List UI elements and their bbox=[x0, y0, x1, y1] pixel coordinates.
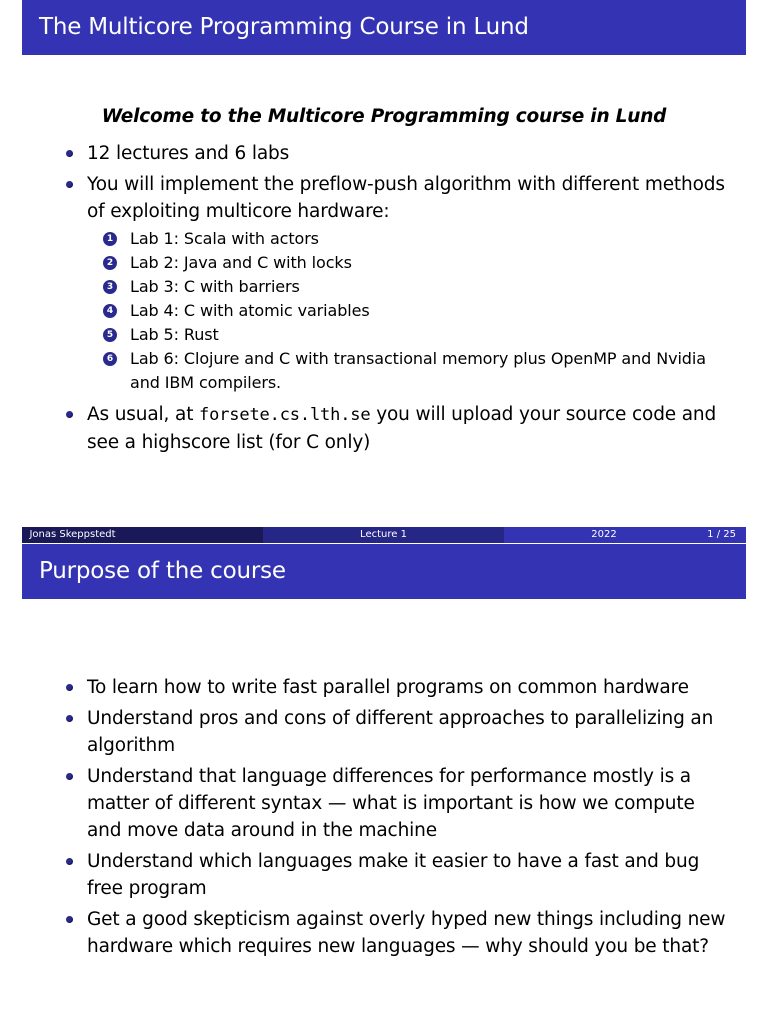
item-text-suffix: you will upload your source code and see a highscore list (for C only) bbox=[87, 404, 717, 453]
lab-text: Lab 5: Rust bbox=[130, 325, 219, 344]
number-4-icon: 4 bbox=[103, 304, 117, 318]
slide-footer bbox=[22, 527, 746, 543]
slide-title: Purpose of the course bbox=[22, 544, 746, 599]
welcome-heading: Welcome to the Multicore Programming course in Lund bbox=[101, 106, 667, 127]
lab-item bbox=[87, 347, 726, 395]
lab-item bbox=[87, 323, 726, 347]
number-2-icon: 2 bbox=[103, 256, 117, 270]
footer-author: Jonas Skeppstedt bbox=[29, 529, 116, 540]
lab-list bbox=[87, 227, 726, 395]
number-1-icon: 1 bbox=[103, 232, 117, 246]
lab-item bbox=[87, 299, 726, 323]
slide-1-bullet-list bbox=[66, 140, 726, 460]
bullet-icon bbox=[66, 773, 73, 780]
item-text: Understand which languages make it easier to have a fast and bug free program bbox=[87, 851, 700, 899]
lab-text: Lab 1: Scala with actors bbox=[130, 229, 319, 248]
list-item bbox=[66, 763, 726, 844]
number-5-icon: 5 bbox=[103, 328, 117, 342]
number-6-icon: 6 bbox=[103, 352, 117, 366]
slide-1 bbox=[22, 0, 746, 543]
bullet-icon bbox=[66, 715, 73, 722]
bullet-icon bbox=[66, 916, 73, 923]
lab-item bbox=[87, 227, 726, 251]
slide-title: The Multicore Programming Course in Lund bbox=[22, 0, 746, 55]
item-text: To learn how to write fast parallel programs on common hardware bbox=[87, 677, 689, 698]
lab-text: Lab 2: Java and C with locks bbox=[130, 253, 352, 272]
bullet-icon bbox=[66, 411, 73, 418]
item-text: You will implement the preflow-push algorithm with different methods of exploiting multicore hardware: bbox=[87, 174, 725, 222]
item-text: Understand that language differences for performance mostly is a matter of different syntax — what is important is how we compute and move data around in the machine bbox=[87, 766, 695, 841]
bullet-icon bbox=[66, 181, 73, 188]
footer-page-number: 1 / 25 bbox=[707, 529, 736, 540]
number-3-icon: 3 bbox=[103, 280, 117, 294]
lab-item bbox=[87, 275, 726, 299]
lab-text: Lab 3: C with barriers bbox=[130, 277, 300, 296]
slide-2 bbox=[22, 544, 746, 1024]
footer-date-section bbox=[504, 527, 746, 543]
lab-text: Lab 6: Clojure and C with transactional memory plus OpenMP and Nvidia and IBM compilers. bbox=[130, 349, 706, 392]
list-item bbox=[66, 906, 726, 960]
bullet-icon bbox=[66, 858, 73, 865]
footer-author-section bbox=[22, 527, 263, 543]
list-item bbox=[66, 171, 726, 395]
item-text: Understand pros and cons of different approaches to parallelizing an algorithm bbox=[87, 708, 714, 756]
bullet-icon bbox=[66, 684, 73, 691]
footer-lecture-section bbox=[263, 527, 504, 543]
slide-2-bullet-list bbox=[66, 674, 726, 964]
list-item bbox=[66, 401, 726, 456]
item-text-prefix: As usual, at bbox=[87, 404, 200, 425]
bullet-icon bbox=[66, 150, 73, 157]
list-item bbox=[66, 140, 726, 167]
item-text: Get a good skepticism against overly hyped new things including new hardware which requires new languages — why should you be that? bbox=[87, 909, 726, 957]
list-item bbox=[66, 848, 726, 902]
list-item bbox=[66, 705, 726, 759]
lab-text: Lab 4: C with atomic variables bbox=[130, 301, 370, 320]
lab-item bbox=[87, 251, 726, 275]
server-hostname: forsete.cs.lth.se bbox=[199, 405, 371, 425]
footer-lecture: Lecture 1 bbox=[360, 529, 407, 540]
footer-year: 2022 bbox=[591, 529, 617, 540]
item-text: 12 lectures and 6 labs bbox=[87, 143, 290, 164]
list-item bbox=[66, 674, 726, 701]
